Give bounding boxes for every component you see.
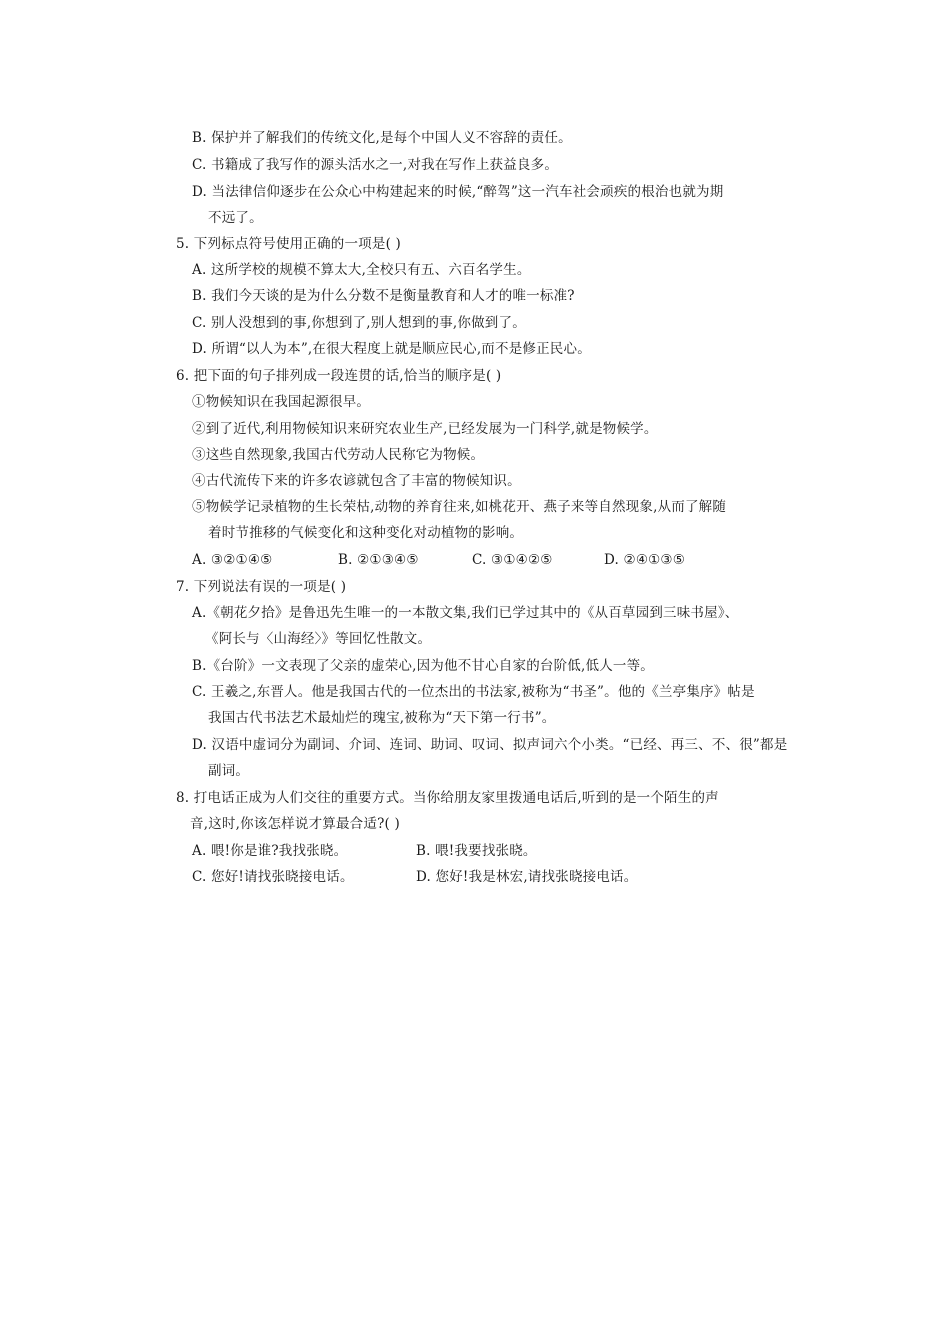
q6-sentence-3: ③这些自然现象,我国古代劳动人民称它为物候。 xyxy=(192,447,485,463)
q5-option-c: C. 别人没想到的事,你想到了,别人想到的事,你做到了。 xyxy=(192,315,526,331)
q8-option-c: C. 您好!请找张晓接电话。 xyxy=(192,869,354,885)
q5-option-a: A. 这所学校的规模不算太大,全校只有五、六百名学生。 xyxy=(192,262,531,278)
q6-sentence-5: ⑤物候学记录植物的生长荣枯,动物的养育往来,如桃花开、燕子来等自然现象,从而了解随 xyxy=(192,499,727,515)
q8-option-b: B. 喂!我要找张晓。 xyxy=(416,843,537,859)
q7-option-d-cont: 副词。 xyxy=(208,763,250,779)
q6-sentence-2: ②到了近代,利用物候知识来研究农业生产,已经发展为一门科学,就是物候学。 xyxy=(192,421,658,437)
q7-option-a-cont: 《阿长与〈山海经〉》等回忆性散文。 xyxy=(205,631,432,647)
question-8-cont: 音,这时,你该怎样说才算最合适?( ) xyxy=(190,816,400,832)
q4-option-d-cont: 不远了。 xyxy=(208,210,263,226)
q6-option-c: C. ③①④②⑤ xyxy=(472,552,553,568)
q7-option-b: B.《台阶》一文表现了父亲的虚荣心,因为他不甘心自家的台阶低,低人一等。 xyxy=(192,658,654,674)
q6-sentence-5-cont: 着时节推移的气候变化和这种变化对动植物的影响。 xyxy=(208,525,524,541)
q7-option-c: C. 王羲之,东晋人。他是我国古代的一位杰出的书法家,被称为“书圣”。他的《兰亭集序》帖是 xyxy=(192,684,755,700)
q4-option-d: D. 当法律信仰逐步在公众心中构建起来的时候,“醉驾”这一汽车社会顽疾的根治也就为期 xyxy=(192,184,724,200)
question-5: 5. 下列标点符号使用正确的一项是( ) xyxy=(176,236,401,252)
question-7: 7. 下列说法有误的一项是( ) xyxy=(176,579,347,595)
q5-option-b: B. 我们今天谈的是为什么分数不是衡量教育和人才的唯一标准? xyxy=(192,288,575,304)
q4-option-b: B. 保护并了解我们的传统文化,是每个中国人义不容辞的责任。 xyxy=(192,130,572,146)
question-6: 6. 把下面的句子排列成一段连贯的话,恰当的顺序是( ) xyxy=(176,368,502,384)
q6-option-b: B. ②①③④⑤ xyxy=(338,552,419,568)
q8-option-d: D. 您好!我是林宏,请找张晓接电话。 xyxy=(416,869,638,885)
q6-sentence-1: ①物候知识在我国起源很早。 xyxy=(192,394,371,410)
q6-option-a: A. ③②①④⑤ xyxy=(192,552,273,568)
q8-option-a: A. 喂!你是谁?我找张晓。 xyxy=(192,843,348,859)
q7-option-d: D. 汉语中虚词分为副词、介词、连词、助词、叹词、拟声词六个小类。“已经、再三、不、很”都是 xyxy=(192,737,788,753)
q4-option-c: C. 书籍成了我写作的源头活水之一,对我在写作上获益良多。 xyxy=(192,157,559,173)
q6-sentence-4: ④古代流传下来的许多农谚就包含了丰富的物候知识。 xyxy=(192,473,521,489)
q6-option-d: D. ②④①③⑤ xyxy=(604,552,686,568)
q7-option-a: A.《朝花夕拾》是鲁迅先生唯一的一本散文集,我们已学过其中的《从百草园到三味书屋》、 xyxy=(192,605,739,621)
q5-option-d: D. 所谓“以人为本”,在很大程度上就是顺应民心,而不是修正民心。 xyxy=(192,341,591,357)
q7-option-c-cont: 我国古代书法艺术最灿烂的瑰宝,被称为“天下第一行书”。 xyxy=(208,710,556,726)
question-8: 8. 打电话正成为人们交往的重要方式。当你给朋友家里拨通电话后,听到的是一个陌生的声 xyxy=(176,790,719,806)
